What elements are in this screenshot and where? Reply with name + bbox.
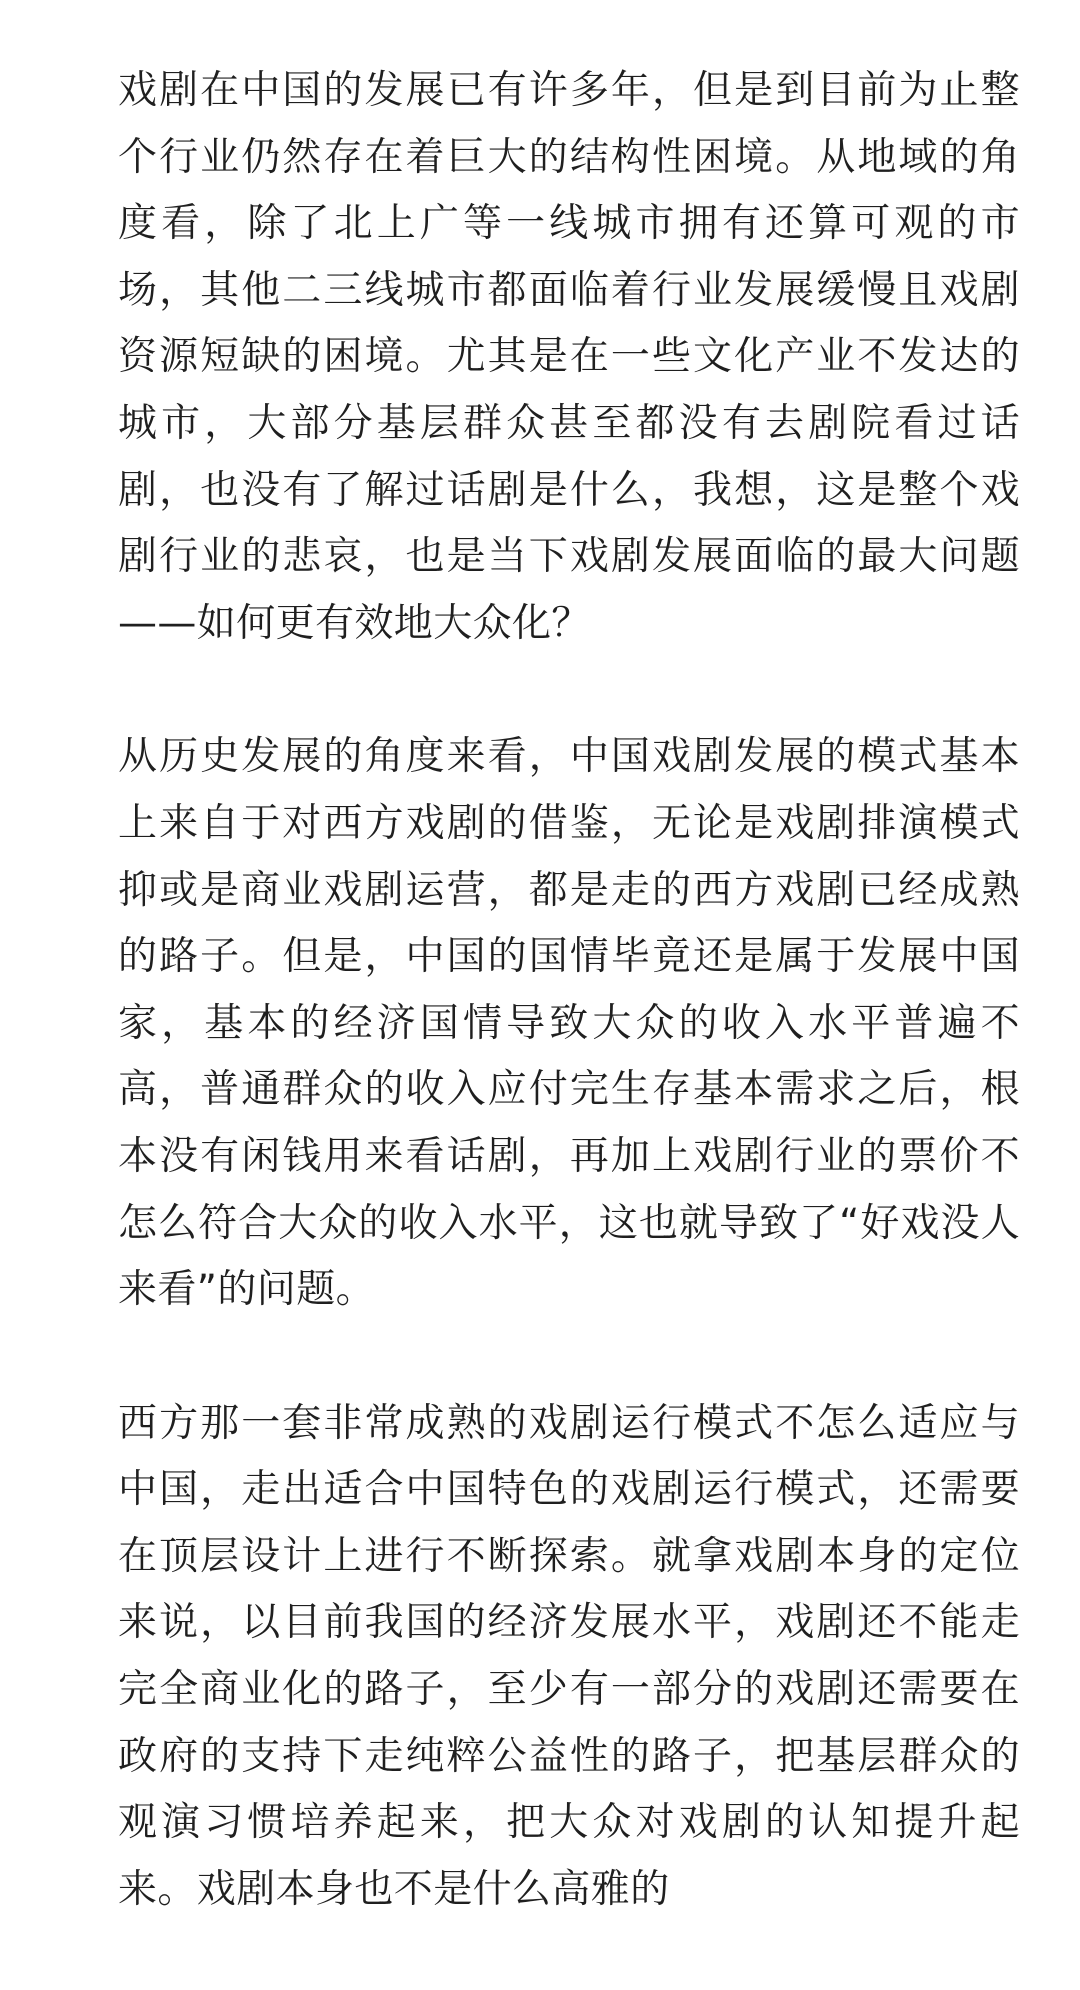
paragraph-2: 从历史发展的角度来看，中国戏剧发展的模式基本上来自于对西方戏剧的借鉴，无论是戏剧排演模式抑或是商业戏剧运营，都是走的西方戏剧已经成熟的路子。但是，中国的国情毕竟还是属于发展中国家，基本的经济国情导致大众的收入水平普遍不高，普通群众的收入应付完生存基本需求之后，根本没有闲钱用来看话剧，再加上戏剧行业的票价不怎么符合大众的收入水平，这也就导致了“好戏没人来看”的问题。 — [118, 734, 1020, 1313]
article-body — [118, 58, 1020, 1990]
paragraph-1: 戏剧在中国的发展已有许多年，但是到目前为止整个行业仍然存在着巨大的结构性困境。从地域的角度看，除了北上广等一线城市拥有还算可观的市场，其他二三线城市都面临着行业发展缓慢且戏剧资源短缺的困境。尤其是在一些文化产业不发达的城市，大部分基层群众甚至都没有去剧院看过话剧，也没有了解过话剧是什么，我想，这是整个戏剧行业的悲哀，也是当下戏剧发展面临的最大问题——如何更有效地大众化？ — [118, 68, 1020, 646]
paragraph-3: 西方那一套非常成熟的戏剧运行模式不怎么适应与中国，走出适合中国特色的戏剧运行模式，还需要在顶层设计上进行不断探索。就拿戏剧本身的定位来说，以目前我国的经济发展水平，戏剧还不能走完全商业化的路子，至少有一部分的戏剧还需要在政府的支持下走纯粹公益性的路子，把基层群众的观演习惯培养起来，把大众对戏剧的认知提升起来。戏剧本身也不是什么高雅的 — [118, 1400, 1020, 1912]
